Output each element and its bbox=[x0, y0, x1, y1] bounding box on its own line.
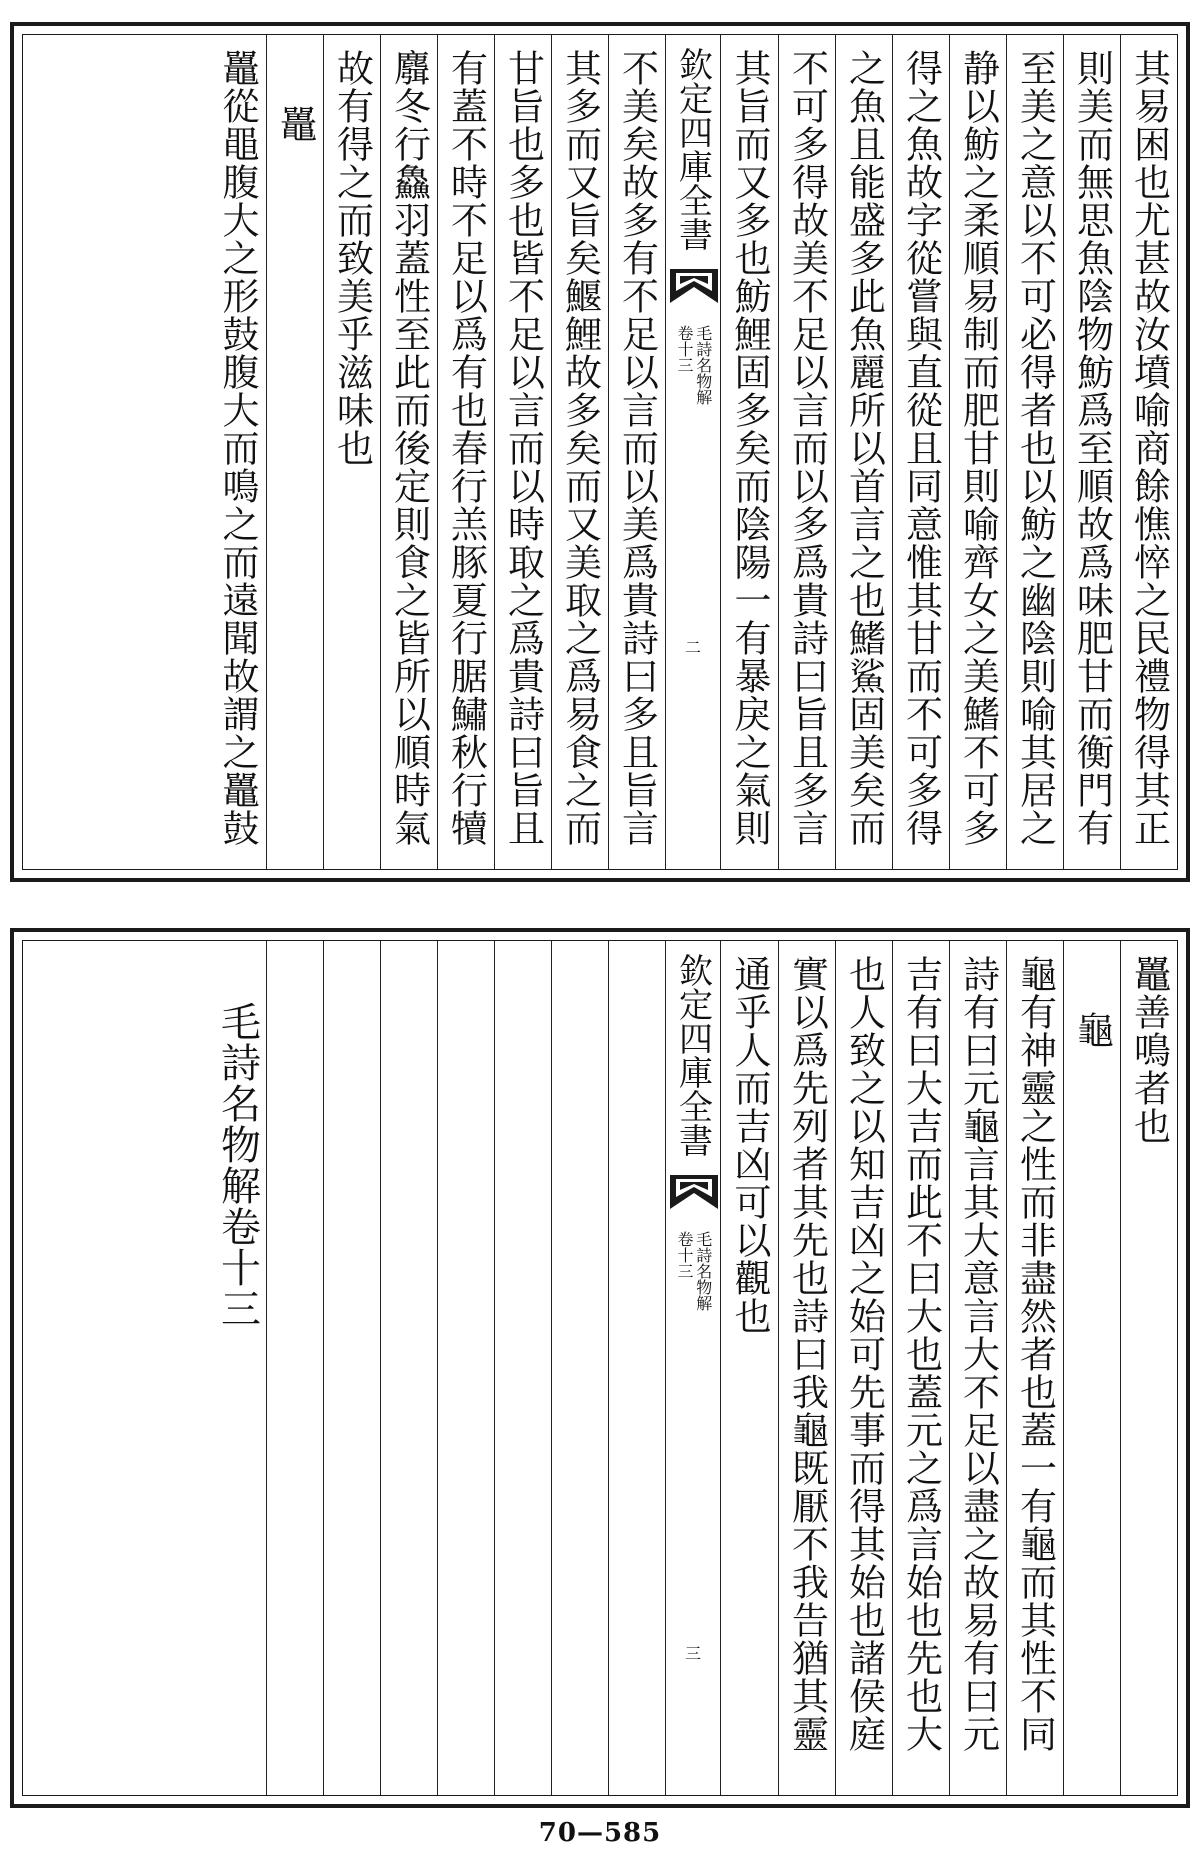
empty-column bbox=[608, 941, 665, 1795]
book-meta bbox=[666, 325, 720, 405]
book-title: 毛詩名物解 bbox=[693, 325, 713, 405]
text-column: 其旨而又多也魴鯉固多矣而陰陽一有暴戾之氣則 bbox=[728, 49, 771, 847]
center-gutter bbox=[665, 941, 721, 1795]
text-column: 故有得之而致美乎滋味也 bbox=[323, 35, 380, 869]
bottom-page-text-area bbox=[22, 940, 1178, 1796]
text-column: 詩有曰元龜言其大意言大不足以盡之故易有曰元 bbox=[949, 941, 1006, 1795]
top-page-frame bbox=[10, 22, 1190, 882]
text-column: 得之魚故字從嘗與直從且同意惟其甘而不可多得 bbox=[892, 35, 949, 869]
text-column: 静以魴之柔順易制而肥甘則喻齊女之美鰭不可多 bbox=[949, 35, 1006, 869]
text-column: 其易困也尤甚故汝墳喻商餘憔悴之民禮物得其正 bbox=[1120, 35, 1177, 869]
text-column: 龜有神靈之性而非盡然者也蓋一有龜而其性不同 bbox=[1006, 941, 1063, 1795]
text-column: 實以爲先列者其先也詩曰我龜既厭不我告猶其靈 bbox=[778, 941, 835, 1795]
fish-tail-mark-icon bbox=[670, 269, 718, 303]
text-column: 之魚且能盛多此魚麗所以首言之也鰭鯊固美矣而 bbox=[835, 35, 892, 869]
section-heading: 鼉 bbox=[266, 35, 323, 869]
library-label: 欽定四庫全書 bbox=[672, 953, 713, 1157]
empty-column bbox=[437, 941, 494, 1795]
empty-column bbox=[380, 941, 437, 1795]
footer-page-label: 70—585 bbox=[538, 1818, 662, 1848]
closing-title: 毛詩名物解卷十三 bbox=[214, 1001, 261, 1329]
volume-label: 卷十三 bbox=[675, 1231, 694, 1279]
library-label: 欽定四庫全書 bbox=[672, 47, 713, 251]
empty-column bbox=[266, 941, 323, 1795]
book-title: 毛詩名物解 bbox=[693, 1231, 713, 1311]
text-column: 甘旨也多也皆不足以言而以時取之爲貴詩曰旨且 bbox=[494, 35, 551, 869]
empty-column bbox=[551, 941, 608, 1795]
leaf-number: 三 bbox=[684, 1644, 701, 1663]
book-meta bbox=[666, 1231, 720, 1311]
text-column: 通乎人而吉凶可以觀也 bbox=[728, 955, 771, 1335]
text-column: 不可多得故美不足以言而以多爲貴詩曰旨且多言 bbox=[778, 35, 835, 869]
empty-column bbox=[323, 941, 380, 1795]
text-column: 鼉善鳴者也 bbox=[1120, 941, 1177, 1795]
top-page-text-area bbox=[22, 34, 1178, 870]
text-column: 也人致之以知吉凶之始可先事而得其始也諸侯庭 bbox=[835, 941, 892, 1795]
center-gutter bbox=[665, 35, 721, 869]
text-column: 其多而又旨矣鰋鯉故多矣而又美取之爲易食之而 bbox=[551, 35, 608, 869]
bottom-page-frame bbox=[10, 928, 1190, 1808]
text-column: 吉有曰大吉而此不曰大也蓋元之爲言始也先也大 bbox=[892, 941, 949, 1795]
text-column: 鼉從黽腹大之形鼓腹大而鳴之而遠聞故謂之鼉鼓 bbox=[216, 49, 259, 847]
text-column: 有蓋不時不足以爲有也春行羔豚夏行腒鱐秋行犢 bbox=[437, 35, 494, 869]
text-column: 至美之意以不可必得者也以魴之幽陰則喻其居之 bbox=[1006, 35, 1063, 869]
leaf-number: 二 bbox=[684, 638, 701, 657]
section-heading: 龜 bbox=[1063, 941, 1120, 1795]
empty-column bbox=[494, 941, 551, 1795]
text-column: 不美矣故多有不足以言而以美爲貴詩曰多且旨言 bbox=[608, 35, 665, 869]
fish-tail-mark-icon bbox=[670, 1175, 718, 1209]
text-column: 麛冬行鱻羽蓋性至此而後定則食之皆所以順時氣 bbox=[380, 35, 437, 869]
volume-label: 卷十三 bbox=[675, 325, 694, 373]
text-column: 則美而無思魚陰物魴爲至順故爲味肥甘而衡門有 bbox=[1063, 35, 1120, 869]
